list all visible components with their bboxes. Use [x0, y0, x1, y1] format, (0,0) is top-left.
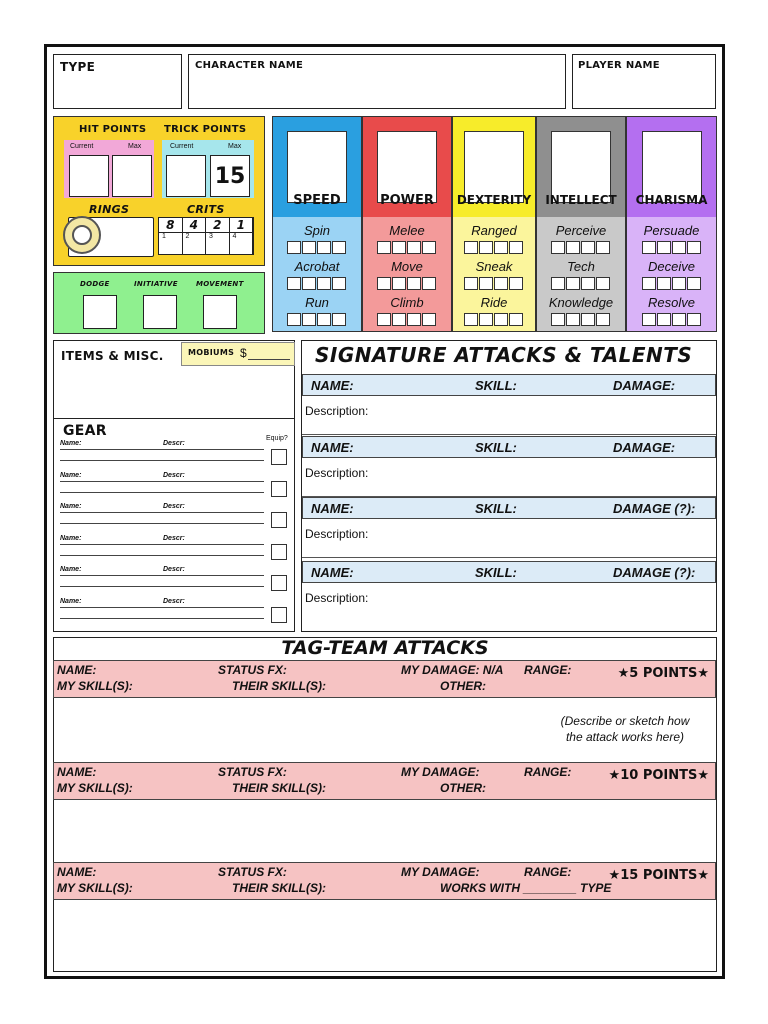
skill-rank-box[interactable] [687, 313, 701, 326]
tagteam-points-badge: ★5 POINTS★ [617, 666, 709, 681]
gear-line [60, 523, 264, 524]
stat-intellect [536, 116, 626, 332]
gear-row[interactable] [60, 535, 264, 545]
gear-title: GEAR [63, 423, 107, 439]
initiative-input[interactable] [143, 295, 177, 329]
gear-line [60, 586, 264, 587]
signature-row[interactable] [302, 436, 716, 458]
tagteam-status-label: STATUS FX: [218, 865, 287, 879]
type-label: TYPE [60, 60, 96, 74]
initiative-label: INITIATIVE [134, 280, 178, 288]
gear-row[interactable] [60, 472, 264, 482]
skill-rank-box[interactable] [657, 313, 671, 326]
gear-row[interactable] [60, 503, 264, 513]
skill-rank-box[interactable] [317, 277, 331, 290]
tagteam-points-badge: ★15 POINTS★ [608, 868, 709, 883]
signature-damage-label: DAMAGE: [613, 378, 676, 393]
skill-ranks [273, 313, 361, 326]
tp-current-label: Current [170, 143, 194, 150]
tagteam-their-label: THEIR SKILL(S): [232, 881, 326, 895]
gear-row[interactable] [60, 566, 264, 576]
hp-max-input[interactable] [112, 155, 152, 197]
skill-rank-box[interactable] [642, 277, 656, 290]
skill-rank-box[interactable] [687, 241, 701, 254]
skill-ranks [363, 277, 451, 290]
stat-name: SPEED [293, 193, 341, 208]
skill-ranks [453, 313, 535, 326]
crit-number: 4 [232, 233, 237, 240]
skill-rank-box[interactable] [494, 277, 508, 290]
skill-ranks [363, 241, 451, 254]
trick-points-group [162, 140, 254, 198]
tagteam-row[interactable] [53, 762, 716, 800]
items-title: ITEMS & MISC. [61, 349, 164, 363]
crit-value: 1 [230, 218, 253, 233]
hint-line-1: (Describe or sketch how [560, 714, 690, 728]
gear-divider [53, 418, 295, 419]
skill-rank-box[interactable] [479, 277, 493, 290]
stat-power [362, 116, 452, 332]
hint-line-2: the attack works here) [565, 730, 685, 744]
skill-label: Deceive [648, 259, 695, 274]
skill-ranks [537, 313, 625, 326]
stat-name: DEXTERITY [456, 193, 532, 207]
crits-label: CRITS [187, 203, 225, 216]
hp-current-label: Current [70, 143, 94, 150]
signature-divider [302, 557, 716, 558]
skill-rank-box[interactable] [287, 313, 301, 326]
vitals-panel [53, 116, 265, 266]
signature-title: SIGNATURE ATTACKS & TALENTS [315, 343, 693, 367]
tagteam-other-label: OTHER: [440, 781, 486, 795]
skill-rank-box[interactable] [672, 277, 686, 290]
items-panel [53, 340, 295, 632]
tagteam-range-label: RANGE: [524, 663, 572, 677]
skill-rank-box[interactable] [596, 277, 610, 290]
gear-name-label: Name: [60, 566, 82, 573]
skill-rank-box[interactable] [422, 241, 436, 254]
gear-line [60, 460, 264, 461]
player-name-field[interactable] [572, 54, 716, 109]
mobiums-line [248, 359, 290, 360]
signature-name-label: NAME: [311, 501, 354, 516]
tagteam-range-label: RANGE: [524, 765, 572, 779]
hit-points-group [64, 140, 154, 198]
dodge-label: DODGE [80, 280, 110, 288]
gear-line [60, 492, 264, 493]
skill-rank-box[interactable] [377, 313, 391, 326]
signature-row[interactable] [302, 374, 716, 396]
skill-rank-box[interactable] [687, 277, 701, 290]
stat-name: POWER [380, 193, 434, 208]
skill-ranks [453, 277, 535, 290]
gear-descr-label: Descr: [163, 566, 185, 573]
gear-line [60, 618, 264, 619]
signature-divider [302, 434, 716, 435]
skill-label: Sneak [475, 259, 513, 274]
stat-charisma [626, 116, 717, 332]
tagteam-name-label: NAME: [57, 865, 97, 879]
skill-rank-box[interactable] [332, 241, 346, 254]
skill-label: Perceive [555, 223, 607, 238]
skill-ranks [627, 277, 716, 290]
skill-label: Run [305, 295, 329, 310]
crit-cell[interactable] [159, 218, 183, 254]
skill-rank-box[interactable] [464, 313, 478, 326]
tp-max-input[interactable] [210, 155, 250, 197]
gear-line [60, 555, 264, 556]
gear-descr-label: Descr: [163, 534, 185, 542]
signature-damage-label: DAMAGE: [613, 440, 676, 455]
crit-value: 4 [183, 218, 206, 233]
skill-rank-box[interactable] [581, 313, 595, 326]
tagteam-row[interactable] [53, 862, 716, 900]
hit-points-label: HIT POINTS [79, 124, 147, 135]
gear-descr-label: Descr: [163, 597, 185, 605]
tp-max-value: 15 [214, 164, 246, 189]
skill-rank-box[interactable] [407, 241, 421, 254]
character-name-field[interactable] [188, 54, 566, 109]
signature-description-label[interactable]: Description: [305, 591, 369, 605]
tagteam-mydmg-label: MY DAMAGE: N/A [401, 663, 504, 677]
skill-rank-box[interactable] [302, 277, 316, 290]
skill-rank-box[interactable] [302, 313, 316, 326]
signature-damage-label: DAMAGE (?): [613, 565, 696, 580]
skill-rank-box[interactable] [317, 313, 331, 326]
skill-rank-box[interactable] [509, 313, 523, 326]
gear-row[interactable] [60, 598, 264, 608]
equip-checkbox[interactable] [271, 481, 287, 497]
tagteam-mydmg-label: MY DAMAGE: [401, 765, 480, 779]
skill-rank-box[interactable] [332, 313, 346, 326]
mobiums-label: MOBIUMS [188, 348, 235, 357]
signature-description-label[interactable]: Description: [305, 404, 369, 418]
signature-name-label: NAME: [311, 440, 354, 455]
tagteam-title: TAG-TEAM ATTACKS [281, 637, 489, 659]
skill-ranks [363, 313, 451, 326]
gear-row[interactable] [60, 440, 264, 450]
skill-rank-box[interactable] [422, 313, 436, 326]
skill-rank-box[interactable] [566, 241, 580, 254]
skill-rank-box[interactable] [479, 241, 493, 254]
trick-points-label: TRICK POINTS [164, 124, 247, 135]
currency-symbol: $ [240, 346, 247, 360]
ring-icon [63, 216, 101, 254]
skill-label: Persuade [643, 223, 700, 238]
hp-current-input[interactable] [69, 155, 109, 197]
stat-name: CHARISMA [635, 193, 708, 207]
skill-rank-box[interactable] [464, 277, 478, 290]
tagteam-name-label: NAME: [57, 663, 97, 677]
signature-row[interactable] [302, 497, 716, 519]
stat-speed [272, 116, 362, 332]
gear-name-label: Name: [60, 597, 82, 605]
skill-rank-box[interactable] [302, 241, 316, 254]
tagteam-status-label: STATUS FX: [218, 663, 287, 677]
stat-dexterity [452, 116, 536, 332]
skill-label: Ride [480, 295, 508, 310]
equip-checkbox[interactable] [271, 544, 287, 560]
skill-rank-box[interactable] [596, 313, 610, 326]
signature-row[interactable] [302, 561, 716, 583]
stat-name: INTELLECT [545, 193, 617, 207]
tagteam-name-label: NAME: [57, 765, 97, 779]
crit-number: 2 [185, 233, 190, 240]
skill-rank-box[interactable] [317, 241, 331, 254]
skill-rank-box[interactable] [287, 241, 301, 254]
skill-rank-box[interactable] [642, 313, 656, 326]
dodge-input[interactable] [83, 295, 117, 329]
skill-rank-box[interactable] [509, 241, 523, 254]
crit-number: 3 [209, 233, 213, 240]
signature-description-label[interactable]: Description: [305, 527, 369, 541]
signature-name-label: NAME: [311, 565, 354, 580]
equip-checkbox[interactable] [271, 607, 287, 623]
equip-checkbox[interactable] [271, 575, 287, 591]
skill-rank-box[interactable] [672, 241, 686, 254]
tagteam-other-label: WORKS WITH ________ TYPE [440, 881, 612, 895]
player-name-label: PLAYER NAME [578, 60, 660, 71]
skill-rank-box[interactable] [464, 241, 478, 254]
signature-skill-label: SKILL: [475, 440, 517, 455]
skill-ranks [453, 241, 535, 254]
crit-value: 8 [159, 218, 182, 233]
gear-name-label: Name: [60, 534, 82, 542]
tagteam-mydmg-label: MY DAMAGE: [401, 865, 480, 879]
skill-rank-box[interactable] [494, 313, 508, 326]
skill-rank-box[interactable] [392, 241, 406, 254]
tagteam-myskill-label: MY SKILL(S): [57, 781, 133, 795]
skill-ranks [627, 313, 716, 326]
skill-label: Spin [303, 223, 331, 238]
skill-rank-box[interactable] [551, 313, 565, 326]
signature-damage-label: DAMAGE (?): [613, 501, 696, 516]
skill-rank-box[interactable] [422, 277, 436, 290]
skill-ranks [627, 241, 716, 254]
skill-rank-box[interactable] [494, 241, 508, 254]
skill-rank-box[interactable] [596, 241, 610, 254]
skill-label: Acrobat [294, 259, 340, 274]
equip-checkbox[interactable] [271, 449, 287, 465]
tagteam-status-label: STATUS FX: [218, 765, 287, 779]
skill-ranks [537, 277, 625, 290]
signature-skill-label: SKILL: [475, 501, 517, 516]
skill-rank-box[interactable] [479, 313, 493, 326]
tagteam-myskill-label: MY SKILL(S): [57, 679, 133, 693]
skill-rank-box[interactable] [581, 277, 595, 290]
skill-rank-box[interactable] [392, 277, 406, 290]
gear-name-label: Name: [60, 471, 82, 479]
skill-rank-box[interactable] [287, 277, 301, 290]
skill-rank-box[interactable] [642, 241, 656, 254]
gear-name-label: Name: [60, 440, 82, 447]
crit-cell[interactable] [183, 218, 207, 254]
tagteam-their-label: THEIR SKILL(S): [232, 781, 326, 795]
skill-rank-box[interactable] [377, 241, 391, 254]
skill-label: Melee [389, 223, 425, 238]
skill-rank-box[interactable] [657, 241, 671, 254]
skill-label: Move [391, 259, 423, 274]
hp-max-label: Max [128, 143, 142, 150]
skill-label: Resolve [648, 295, 695, 310]
rings-input[interactable] [68, 217, 154, 257]
skill-rank-box[interactable] [509, 277, 523, 290]
skill-rank-box[interactable] [377, 277, 391, 290]
movement-label: MOVEMENT [196, 280, 244, 288]
skill-label: Climb [390, 295, 424, 310]
skill-ranks [273, 277, 361, 290]
skill-rank-box[interactable] [566, 313, 580, 326]
signature-skill-label: SKILL: [475, 565, 517, 580]
skill-rank-box[interactable] [407, 313, 421, 326]
tagteam-range-label: RANGE: [524, 865, 572, 879]
tagteam-their-label: THEIR SKILL(S): [232, 679, 326, 693]
mobiums-field[interactable] [181, 342, 295, 366]
equip-checkbox[interactable] [271, 512, 287, 528]
equip-label: Equip? [266, 435, 288, 442]
crit-cell[interactable] [206, 218, 230, 254]
character-name-label: CHARACTER NAME [195, 60, 304, 71]
crit-number: 1 [162, 233, 166, 240]
gear-name-label: Name: [60, 503, 82, 510]
skill-rank-box[interactable] [392, 313, 406, 326]
tp-current-input[interactable] [166, 155, 206, 197]
rings-label: RINGS [89, 203, 130, 216]
skill-label: Knowledge [548, 295, 614, 310]
crit-value: 2 [206, 218, 229, 233]
crit-cell[interactable] [230, 218, 254, 254]
skill-label: Tech [567, 259, 595, 274]
type-field[interactable] [53, 54, 182, 109]
skill-rank-box[interactable] [657, 277, 671, 290]
tagteam-myskill-label: MY SKILL(S): [57, 881, 133, 895]
skill-rank-box[interactable] [551, 241, 565, 254]
skill-ranks [273, 241, 361, 254]
skill-rank-box[interactable] [407, 277, 421, 290]
signature-name-label: NAME: [311, 378, 354, 393]
skill-rank-box[interactable] [566, 277, 580, 290]
skill-rank-box[interactable] [581, 241, 595, 254]
tp-max-label: Max [228, 143, 242, 150]
tagteam-row[interactable] [53, 660, 716, 698]
gear-descr-label: Descr: [163, 503, 185, 510]
skill-rank-box[interactable] [551, 277, 565, 290]
gear-descr-label: Descr: [163, 471, 185, 479]
movement-input[interactable] [203, 295, 237, 329]
tagteam-points-badge: ★10 POINTS★ [608, 768, 709, 783]
skill-rank-box[interactable] [672, 313, 686, 326]
skill-ranks [537, 241, 625, 254]
crits-track [158, 217, 254, 255]
signature-skill-label: SKILL: [475, 378, 517, 393]
tagteam-hint [540, 713, 710, 745]
skill-rank-box[interactable] [332, 277, 346, 290]
tagteam-other-label: OTHER: [440, 679, 486, 693]
combat-panel [53, 272, 265, 334]
signature-description-label[interactable]: Description: [305, 466, 369, 480]
gear-descr-label: Descr: [163, 440, 185, 447]
skill-label: Ranged [471, 223, 517, 238]
